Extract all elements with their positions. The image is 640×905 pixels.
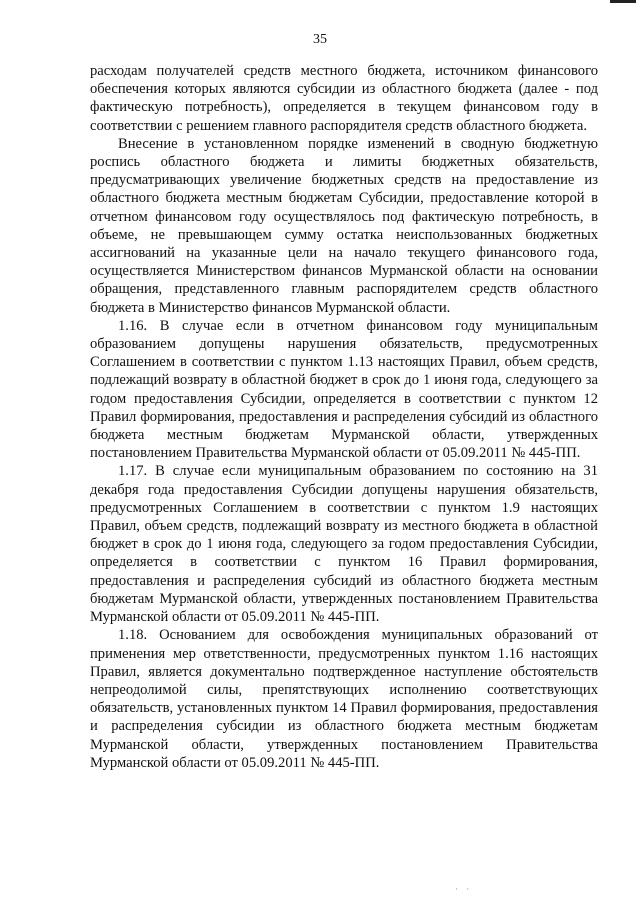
page-number: 35 [313, 32, 327, 47]
document-body [90, 62, 598, 772]
paragraph-1-16: 1.16. В случае если в отчетном финансовом году муниципальным образованием допущены нарушения обязательств, предусмотренных Соглашением в соответствии с пунктом 1.13 настоящих Правил, объем средств, подлежащий возврату в областной бюджет в срок до 1 июня года, следующего за годом предоставления Субсидии, определяется в соответствии с пунктом 12 Правил формирования, предоставления и распределения субсидий из областного бюджета местным бюджетам Мурманской области, утвержденных постановлением Правительства Мурманской области от 05.09.2011 № 445-ПП. [90, 317, 598, 462]
scan-artifact: · · [455, 884, 473, 894]
paragraph-1-18: 1.18. Основанием для освобождения муниципальных образований от применения мер ответственности, предусмотренных пунктом 1.16 настоящих Правил, является документально подтвержденное наступление обстоятельств непреодолимой силы, препятствующих исполнению соответствующих обязательств, установленных пунктом 14 Правил формирования, предоставления и распределения субсидии из областного бюджета местным бюджетам Мурманской области, утвержденных постановлением Правительства Мурманской области от 05.09.2011 № 445-ПП. [90, 627, 598, 771]
paragraph-continuation: расходам получателей средств местного бюджета, источником финансового обеспечения которых являются субсидии из областного бюджета (далее - под фактическую потребность), определяется в текущем финансовом году в соответствии с решением главного распорядителя средств областного бюджета. [90, 63, 598, 134]
paragraph-1-17: 1.17. В случае если муниципальным образованием по состоянию на 31 декабря года предоставления Субсидии допущены нарушения обязательств, предусмотренных Соглашением в соответствии с пунктом 1.9 настоящих Правил, объем средств, подлежащий возврату из местного бюджета в областной бюджет в срок до 1 июня года, следующего за годом предоставления Субсидии, определяется в соответствии с пунктом 16 Правил формирования, предоставления и распределения субсидий из областного бюджета местным бюджетам Мурманской области, утвержденных постановлением Правительства Мурманской области от 05.09.2011 № 445-ПП. [90, 463, 598, 626]
paragraph-budget-changes: Внесение в установленном порядке изменений в сводную бюджетную роспись областного бюджета и лимиты бюджетных обязательств, предусматривающих увеличение бюджетных средств на предоставление из областного бюджета местным бюджетам Субсидии, предоставление которой в отчетном финансовом году осуществлялось под фактическую потребность, в объеме, не превышающем сумму остатка неиспользованных бюджетных ассигнований на указанные цели на начало текущего финансового года, осуществляется Министерством финансов Мурманской области на основании обращения, представленного главным распорядителем средств областного бюджета в Министерство финансов Мурманской области. [90, 135, 598, 316]
scan-corner-mark [610, 0, 636, 3]
